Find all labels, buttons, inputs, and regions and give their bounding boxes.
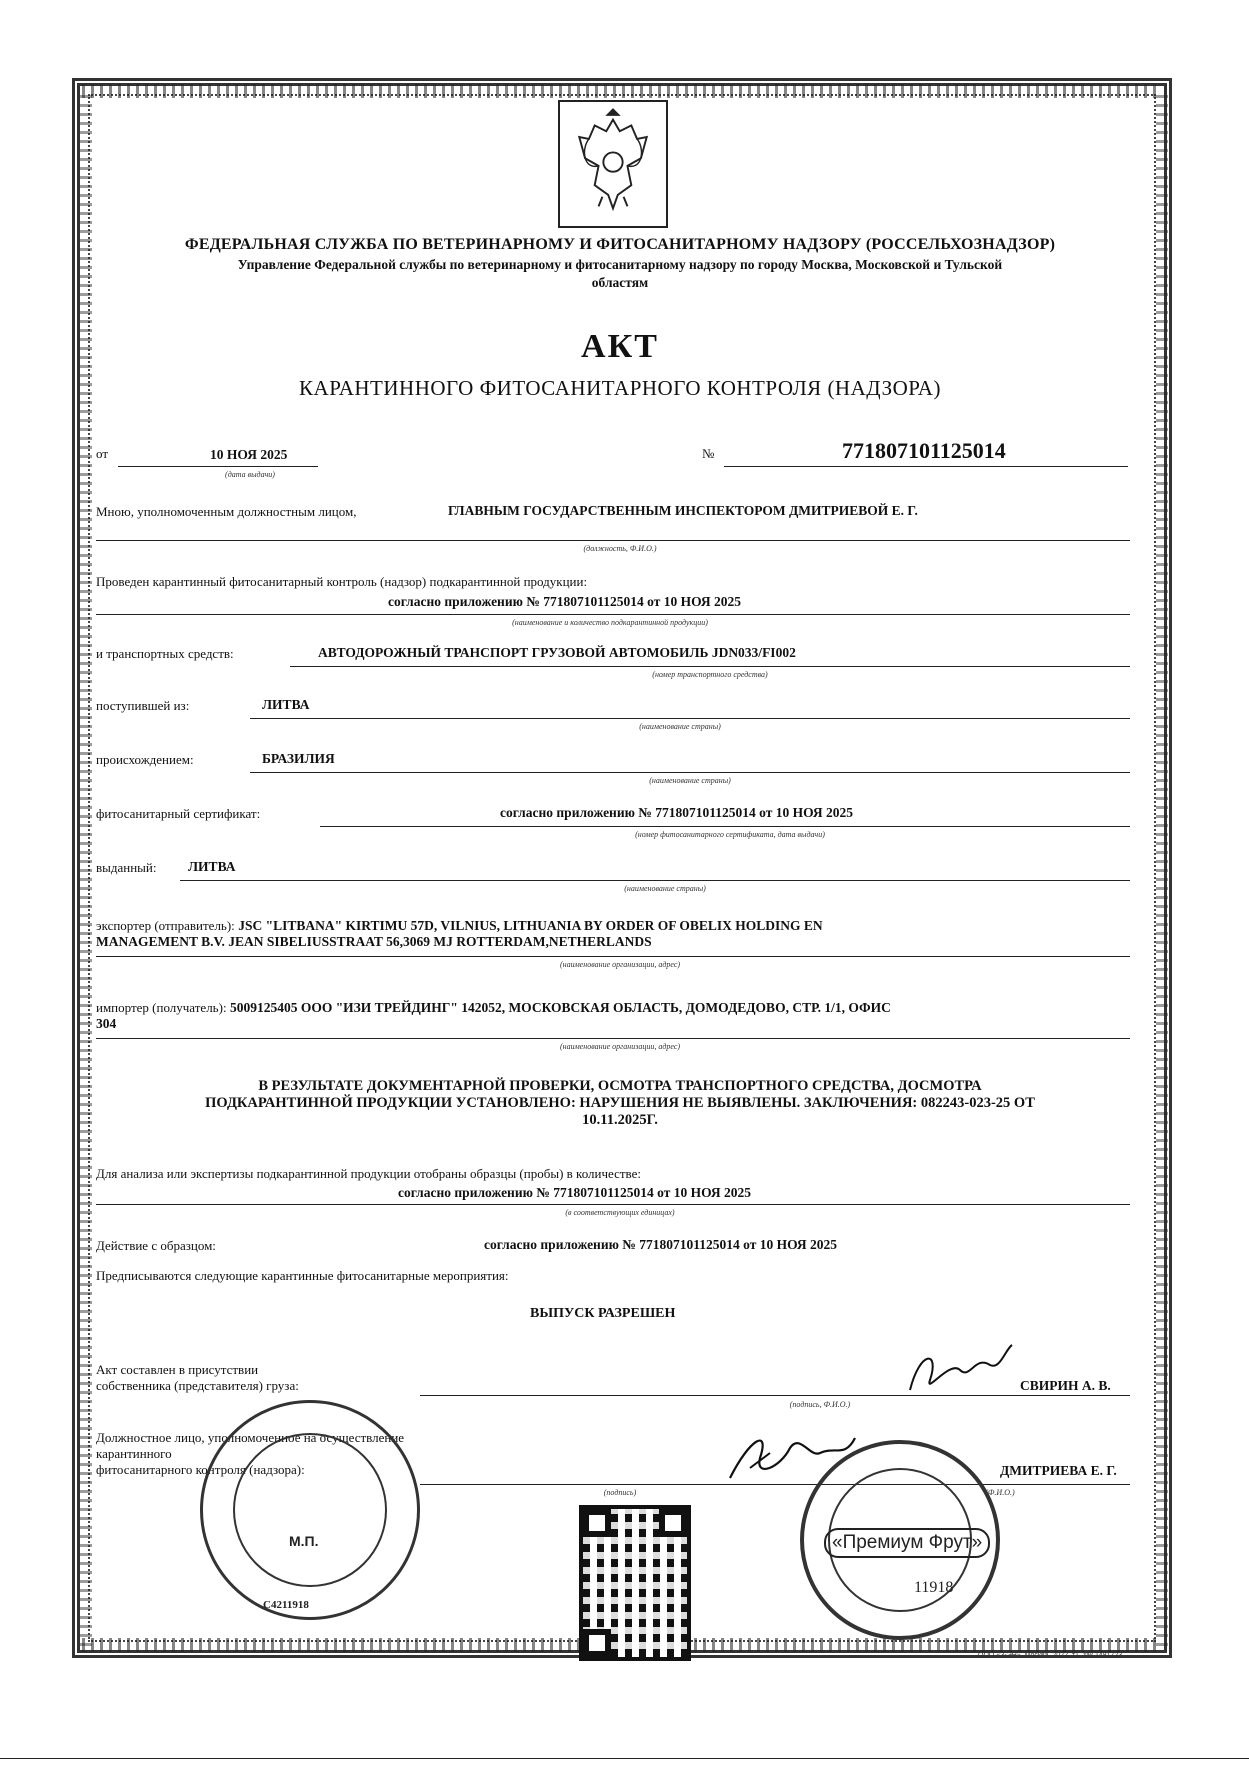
owner-rep-name: СВИРИН А. В. bbox=[1020, 1378, 1111, 1393]
transport-underline bbox=[290, 666, 1130, 667]
act-subtitle: КАРАНТИННОГО ФИТОСАНИТАРНОГО КОНТРОЛЯ (НАДЗОРА) bbox=[299, 376, 941, 400]
number-underline bbox=[724, 466, 1128, 467]
official-name-hint: (Ф.И.О.) bbox=[985, 1488, 1015, 1497]
origin-label: происхождением: bbox=[96, 752, 194, 767]
qr-finder-bottom-left bbox=[583, 1629, 611, 1657]
exporter-value-line-2: MANAGEMENT B.V. JEAN SIBELIUSSTRAAT 56,3069 MJ ROTTERDAM,NETHERLANDS bbox=[96, 934, 652, 949]
transport-label: и транспортных средств: bbox=[96, 646, 234, 661]
samples-hint: (в соответствующих единицах) bbox=[565, 1208, 675, 1217]
sample-action-label: Действие с образцом: bbox=[96, 1238, 216, 1253]
department-line-2: областям bbox=[591, 275, 649, 290]
official-name: ДМИТРИЕВА Е. Г. bbox=[1000, 1463, 1117, 1478]
company-name-stamp: «Премиум Фрут» bbox=[824, 1528, 990, 1558]
samples-underline bbox=[96, 1204, 1130, 1205]
page-bottom-rule bbox=[0, 1758, 1249, 1759]
qr-finder-top-right bbox=[659, 1509, 687, 1537]
result-line-2: ПОДКАРАНТИННОЙ ПРОДУКЦИИ УСТАНОВЛЕНО: НАРУШЕНИЯ НЕ ВЫЯВЛЕНЫ. ЗАКЛЮЧЕНИЯ: 082243-023-25 ОТ bbox=[205, 1095, 1035, 1111]
from-country-underline bbox=[250, 718, 1130, 719]
from-country-hint: (наименование страны) bbox=[639, 722, 721, 731]
result-line-1: В РЕЗУЛЬТАТЕ ДОКУМЕНТАРНОЙ ПРОВЕРКИ, ОСМОТРА ТРАНСПОРТНОГО СРЕДСТВА, ДОСМОТРА bbox=[258, 1078, 982, 1094]
stamp-mp-label: М.П. bbox=[289, 1533, 319, 1549]
official-sign-hint: (подпись) bbox=[603, 1488, 637, 1497]
inspection-result bbox=[100, 1078, 1140, 1129]
department-name bbox=[100, 256, 1140, 292]
date-label: от bbox=[96, 446, 109, 461]
importer-value-line-2: 304 bbox=[96, 1016, 117, 1031]
importer-hint: (наименование организации, адрес) bbox=[559, 1042, 681, 1051]
date-hint: (дата выдачи) bbox=[225, 470, 275, 479]
number-label: № bbox=[702, 446, 715, 461]
exporter-label: экспортер (отправитель): bbox=[96, 918, 235, 933]
issued-value: ЛИТВА bbox=[188, 859, 236, 874]
importer-underline bbox=[96, 1038, 1130, 1039]
border-ornament-left bbox=[80, 90, 92, 1646]
from-country-value: ЛИТВА bbox=[262, 697, 310, 712]
certificate-label: фитосанитарный сертификат: bbox=[96, 806, 261, 821]
origin-value: БРАЗИЛИЯ bbox=[262, 751, 335, 766]
inspector-value: ГЛАВНЫМ ГОСУДАРСТВЕННЫМ ИНСПЕКТОРОМ ДМИТРИЕВОЙ Е. Г. bbox=[448, 503, 918, 518]
origin-underline bbox=[250, 772, 1130, 773]
stamp-number-right: 11918 bbox=[914, 1579, 954, 1596]
control-value: согласно приложению № 771807101125014 от 10 НОЯ 2025 bbox=[388, 594, 742, 609]
origin-hint: (наименование страны) bbox=[649, 776, 731, 785]
certificate-underline bbox=[320, 826, 1130, 827]
certificate-hint: (номер фитосанитарного сертификата, дата выдачи) bbox=[635, 830, 825, 839]
border-ornament-top bbox=[82, 84, 1162, 98]
samples-value: согласно приложению № 771807101125014 от 10 НОЯ 2025 bbox=[398, 1185, 752, 1200]
issued-underline bbox=[180, 880, 1130, 881]
owner-rep-label-line-1: Акт составлен в присутствии bbox=[96, 1362, 259, 1377]
qr-finder-top-left bbox=[583, 1509, 611, 1537]
double-headed-eagle-icon bbox=[560, 102, 666, 226]
act-number: 771807101125014 bbox=[842, 438, 1006, 463]
result-line-3: 10.11.2025Г. bbox=[582, 1112, 658, 1128]
agency-name: ФЕДЕРАЛЬНАЯ СЛУЖБА ПО ВЕТЕРИНАРНОМУ И ФИТОСАНИТАРНОМУ НАДЗОРУ (РОССЕЛЬХОЗНАДЗОР) bbox=[184, 236, 1056, 253]
control-hint: (наименование и количество подкарантинной продукции) bbox=[512, 618, 708, 627]
official-label-line-1: Должностное лицо, уполномоченное на осуществление карантинного bbox=[96, 1430, 405, 1461]
from-country-label: поступившей из: bbox=[96, 698, 190, 713]
transport-hint: (номер транспортного средства) bbox=[652, 670, 768, 679]
sample-action-value: согласно приложению № 771807101125014 от 10 НОЯ 2025 bbox=[484, 1237, 838, 1252]
border-ornament-right bbox=[1156, 90, 1168, 1646]
inspector-label: Мною, уполномоченным должностным лицом, bbox=[96, 504, 357, 519]
company-stamp bbox=[800, 1440, 1000, 1640]
transport-value: АВТОДОРОЖНЫЙ ТРАНСПОРТ ГРУЗОВОЙ АВТОМОБИЛЬ JDN033/FI002 bbox=[318, 645, 796, 660]
official-label-line-2: фитосанитарного контроля (надзора): bbox=[96, 1462, 305, 1477]
issued-hint: (наименование страны) bbox=[624, 884, 706, 893]
owner-rep-label bbox=[96, 1362, 299, 1394]
act-date: 10 НОЯ 2025 bbox=[210, 447, 288, 462]
exporter-underline bbox=[96, 956, 1130, 957]
certificate-value: согласно приложению № 771807101125014 от 10 НОЯ 2025 bbox=[500, 805, 854, 820]
official-stamp-inner-ring bbox=[233, 1433, 387, 1587]
importer-label: импортер (получатель): bbox=[96, 1000, 227, 1015]
inspector-hint: (должность, Ф.И.О.) bbox=[583, 544, 657, 553]
printer-note: ООО «З-ЭН», Москва, 2022, т1, зак.1481723 bbox=[978, 1652, 1123, 1659]
exporter-hint: (наименование организации, адрес) bbox=[559, 960, 681, 969]
date-underline bbox=[118, 466, 318, 467]
owner-rep-hint: (подпись, Ф.И.О.) bbox=[789, 1400, 851, 1409]
exporter-block bbox=[96, 918, 1136, 950]
control-label: Проведен карантинный фитосанитарный контроль (надзор) подкарантинной продукции: bbox=[96, 574, 588, 589]
control-underline bbox=[96, 614, 1130, 615]
stamp-number-left: С4211918 bbox=[263, 1599, 309, 1611]
issued-label: выданный: bbox=[96, 860, 157, 875]
samples-label: Для анализа или экспертизы подкарантинной продукции отобраны образцы (пробы) в количестве: bbox=[96, 1166, 641, 1181]
measures-value: ВЫПУСК РАЗРЕШЕН bbox=[530, 1306, 676, 1321]
exporter-value-line-1: JSC "LITBANA" KIRTIMU 57D, VILNIUS, LITHUANIA BY ORDER OF OBELIX HOLDING EN bbox=[238, 918, 823, 933]
official-stamp bbox=[200, 1400, 420, 1620]
owner-rep-label-line-2: собственника (представителя) груза: bbox=[96, 1378, 299, 1393]
inner-border bbox=[88, 94, 1156, 1642]
owner-rep-underline bbox=[420, 1395, 1130, 1396]
coat-of-arms-emblem bbox=[558, 100, 668, 228]
importer-value-line-1: 5009125405 ООО "ИЗИ ТРЕЙДИНГ" 142052, МОСКОВСКАЯ ОБЛАСТЬ, ДОМОДЕДОВО, СТР. 1/1, ОФИС bbox=[229, 1000, 891, 1015]
department-line-1: Управление Федеральной службы по ветеринарному и фитосанитарному надзору по городу Москва, Московской и Тульской bbox=[237, 257, 1003, 272]
act-title: АКТ bbox=[581, 328, 659, 365]
owner-signature bbox=[900, 1340, 1020, 1400]
importer-block bbox=[96, 1000, 1136, 1032]
measures-label: Предписываются следующие карантинные фитосанитарные мероприятия: bbox=[96, 1268, 509, 1283]
inspector-underline bbox=[96, 540, 1130, 541]
